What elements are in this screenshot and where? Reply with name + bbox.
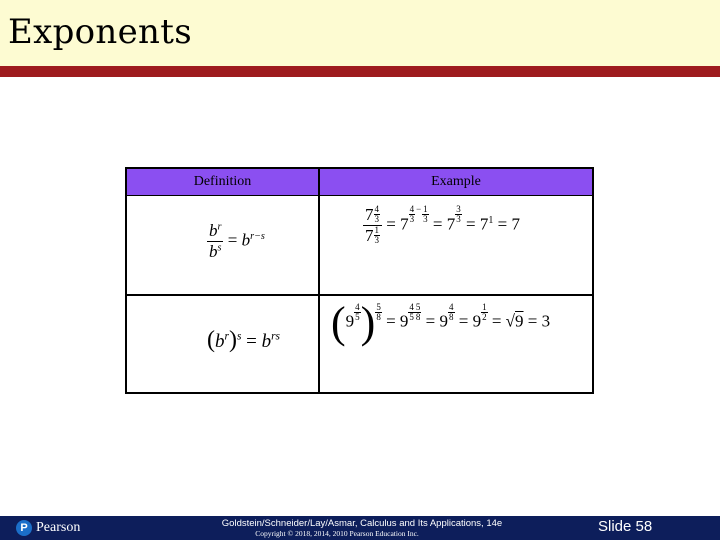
slide-title: Exponents — [8, 12, 192, 52]
pearson-logo-text: Pearson — [36, 520, 81, 535]
slide-number: Slide 58 — [598, 518, 653, 535]
exponent-rules-table — [125, 167, 594, 394]
quotient-rule-example: 7 $\frac{4}{3}$ 7 $\frac{1}{3}$ = 7 $\frac{4}{3}$ − $\frac{1}{3}$ = 7 $\frac{3}{3}$ = $7^1 = 7$ — [365, 204, 520, 245]
header-example: Example — [320, 169, 592, 195]
footer-citation: Goldstein/Schneider/Lay/Asmar, Calculus and Its Applications, 14e — [221, 518, 503, 529]
row-divider — [127, 294, 592, 296]
quotient-rule-formula: $\frac{b^r}{b^s}$ = $b^{r-s}$ — [209, 221, 265, 261]
power-rule-formula: $(b^r)^s = b^{rs}$ — [207, 327, 280, 353]
column-divider — [318, 169, 320, 392]
title-rule — [0, 66, 720, 77]
title-bar — [0, 0, 720, 66]
header-divider — [127, 195, 592, 196]
footer-copyright: Copyright © 2018, 2014, 2010 Pearson Education Inc. — [255, 529, 419, 538]
header-definition: Definition — [127, 169, 318, 195]
pearson-logo-icon: P — [16, 520, 32, 536]
footer-bar — [0, 516, 720, 540]
power-rule-example: (9 $\frac{4}{5}$ ) $\frac{5}{8}$ = 9 $\frac{4}{5}$ $\frac{5}{8}$ = 9 $\frac{4}{8}$ = 9 $\frac{1}{2}$ = √9 = 3 — [331, 297, 551, 347]
